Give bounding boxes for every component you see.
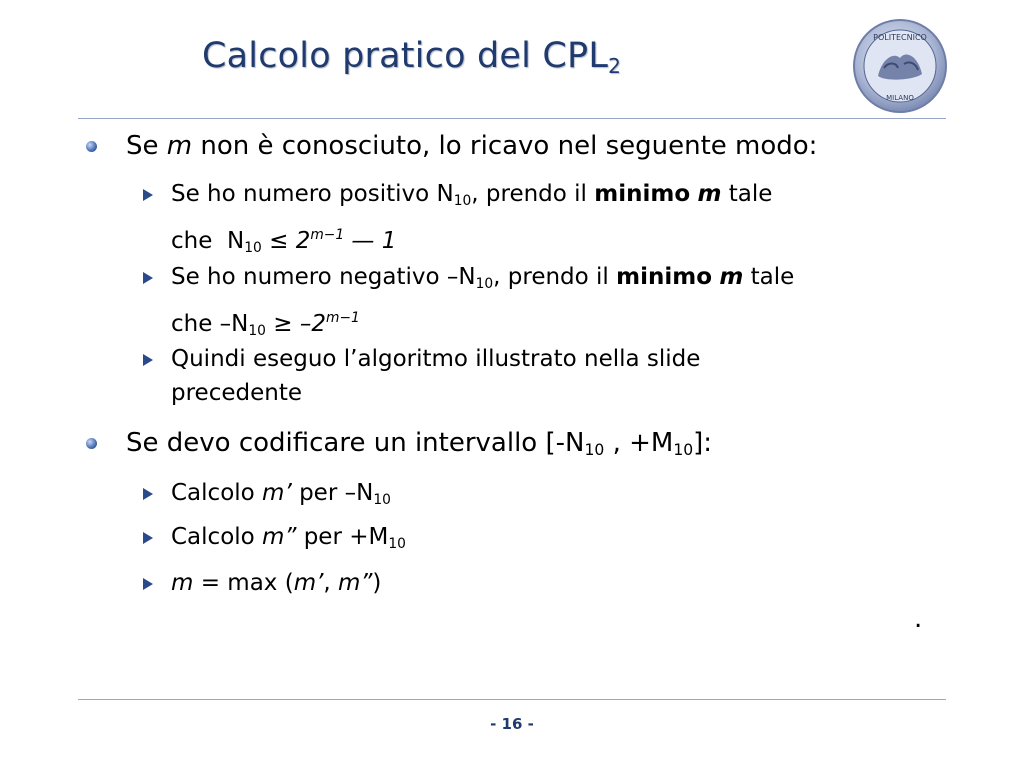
arrow-bullet-icon (143, 354, 153, 366)
trailing-dot: . (914, 604, 923, 634)
sub-bullet-calc-m2: Calcolo m” per $+M_{10}$ (171, 520, 931, 561)
arrow-bullet-icon (143, 189, 153, 201)
bullet-interval: Se devo codificare un intervallo [$-N_{10}$ , $+M_{10}$]: (126, 427, 712, 466)
arrow-bullet-icon (143, 272, 153, 284)
slide-title: Calcolo pratico del $CPL_2$ (202, 36, 621, 78)
arrow-bullet-icon (143, 488, 153, 500)
bullet-m-unknown: Se m non è conosciuto, lo ricavo nel seguente modo: (126, 130, 817, 162)
svg-text:MILANO: MILANO (886, 94, 914, 102)
top-divider (78, 118, 946, 119)
sub-bullet-calc-m1: Calcolo m’ per $-N_{10}$ (171, 476, 931, 517)
bottom-divider (78, 699, 946, 700)
arrow-bullet-icon (143, 532, 153, 544)
svg-text:POLITECNICO: POLITECNICO (873, 33, 927, 42)
politecnico-milano-seal-icon (852, 18, 948, 114)
arrow-bullet-icon (143, 578, 153, 590)
sub-bullet-positive: Se ho numero positivo $N_{10}$, prendo il minimo m tale che $N_{10} \le 2^{m-1}$ — 1 (171, 177, 931, 265)
bullet-dot-icon (86, 141, 97, 152)
page-number: - 16 - (490, 715, 534, 733)
bullet-dot-icon (86, 438, 97, 449)
sub-bullet-negative: Se ho numero negativo $-N_{10}$, prendo il minimo m tale che $-N_{10} \ge -2^{m-1}$ (171, 260, 931, 348)
sub-bullet-algorithm: Quindi eseguo l’algoritmo illustrato nella slide precedente (171, 342, 931, 410)
sub-bullet-max: m = max (m’, m”) (171, 566, 931, 600)
